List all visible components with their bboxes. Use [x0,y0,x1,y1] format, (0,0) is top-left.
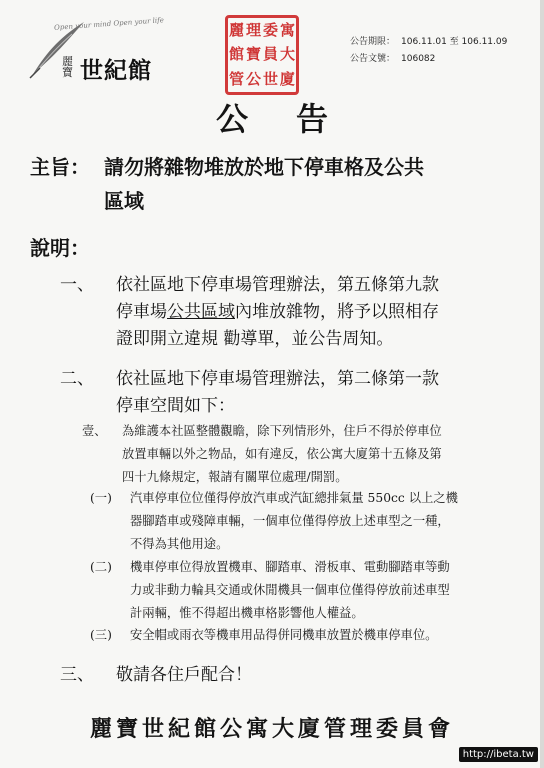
item-text: 停車場 [116,302,167,322]
subitem-line: 計兩輛，惟不得超出機車格影響他人權益。 [130,606,364,620]
seal-character: 公 [245,70,261,89]
seal-character: 寶 [245,45,261,64]
item-line: 敬請各住戶配合！ [116,665,252,685]
committee-signature: 麗寶世紀館公寓大廈管理委員會 [89,716,454,742]
logo-tagline: Open your mind Open your life [53,16,165,32]
description-label: 說明： [30,236,90,260]
subject-line-1: 請勿將雜物堆放於地下停車格及公共 [104,155,424,179]
seal-character: 寓 [279,20,295,39]
subitem-number: (一) [90,491,112,505]
seal-character: 麗 [228,20,244,39]
subitem-3 [90,624,530,648]
item-line [116,299,536,326]
item-line: 依社區地下停車場管理辦法，第五條第九款 [116,275,439,295]
notice-period [350,34,513,51]
item-2 [60,366,530,422]
seal-character: 理 [245,20,261,39]
subitem-line: 汽車停車位位僅得停放汽車或汽缸總排氣量 550cc 以上之機 [130,491,458,505]
official-seal [222,12,304,100]
subject-label: 主旨： [30,155,90,179]
subject-line-2: 區域 [104,189,144,213]
seal-character: 員 [262,45,278,64]
subitem-line: 為維護本社區整體觀瞻，除下列情形外，住戶不得於停車位 [122,424,442,438]
notice-doc-number [350,51,513,68]
item-line: 依社區地下停車場管理辦法，第二條第一款 [116,369,439,389]
period-label: 公告期限： [350,37,396,47]
doc-value: 106082 [401,54,436,64]
subject [30,150,520,218]
watermark: http://ibeta.tw [459,747,538,762]
doc-label: 公告文號： [350,54,396,64]
subitem-2 [90,556,530,626]
seal-character: 世 [262,70,278,89]
logo [28,16,178,86]
logo-brand-small: 麗寶 [62,55,73,79]
seal-character: 委 [262,20,278,39]
subitem-1 [90,487,530,557]
seal-character: 廈 [279,70,295,89]
subitem-main [82,420,532,490]
subitem-line: 器腳踏車或殘障車輛，一個車位僅得停放上述車型之一種， [130,514,450,528]
logo-brand-name: 世紀館 [80,57,152,84]
seal-character: 館 [228,45,244,64]
underlined-text: 公共區域 [167,302,235,322]
notice-meta [350,34,513,68]
item-3 [60,662,530,690]
subitem-number: 壹、 [82,424,107,438]
subitem-line: 安全帽或雨衣等機車用品得併同機車放置於機車停車位。 [130,628,438,642]
seal-character: 管 [228,70,244,89]
subitem-line: 放置車輛以外之物品，如有違反，依公寓大廈第十五條及第 [122,447,442,461]
subitem-number: (二) [90,560,112,574]
item-number: 二、 [60,369,94,389]
seal-character: 大 [279,45,295,64]
item-line: 停車空間如下： [116,396,235,416]
subitem-line: 不得為其他用途。 [130,537,229,551]
subitem-line: 機車停車位得放置機車、腳踏車、滑板車、電動腳踏車等動 [130,560,450,574]
notice-title: 公告 [215,100,376,138]
subitem-line: 四十九條規定，報請有關單位處理/開罰。 [122,470,348,484]
item-line: 證即開立違規 勸導單，並公告周知。 [116,329,394,349]
subitem-number: (三) [90,628,112,642]
item-number: 一、 [60,275,94,295]
item-number: 三、 [60,665,94,685]
period-value: 106.11.01 至 106.11.09 [401,37,508,47]
item-1 [60,272,530,356]
item-text: 內堆放雜物，將予以照相存 [235,302,439,322]
subitem-line: 力或非動力輪具交通或休閒機具一個車位僅得停放前述車型 [130,583,450,597]
